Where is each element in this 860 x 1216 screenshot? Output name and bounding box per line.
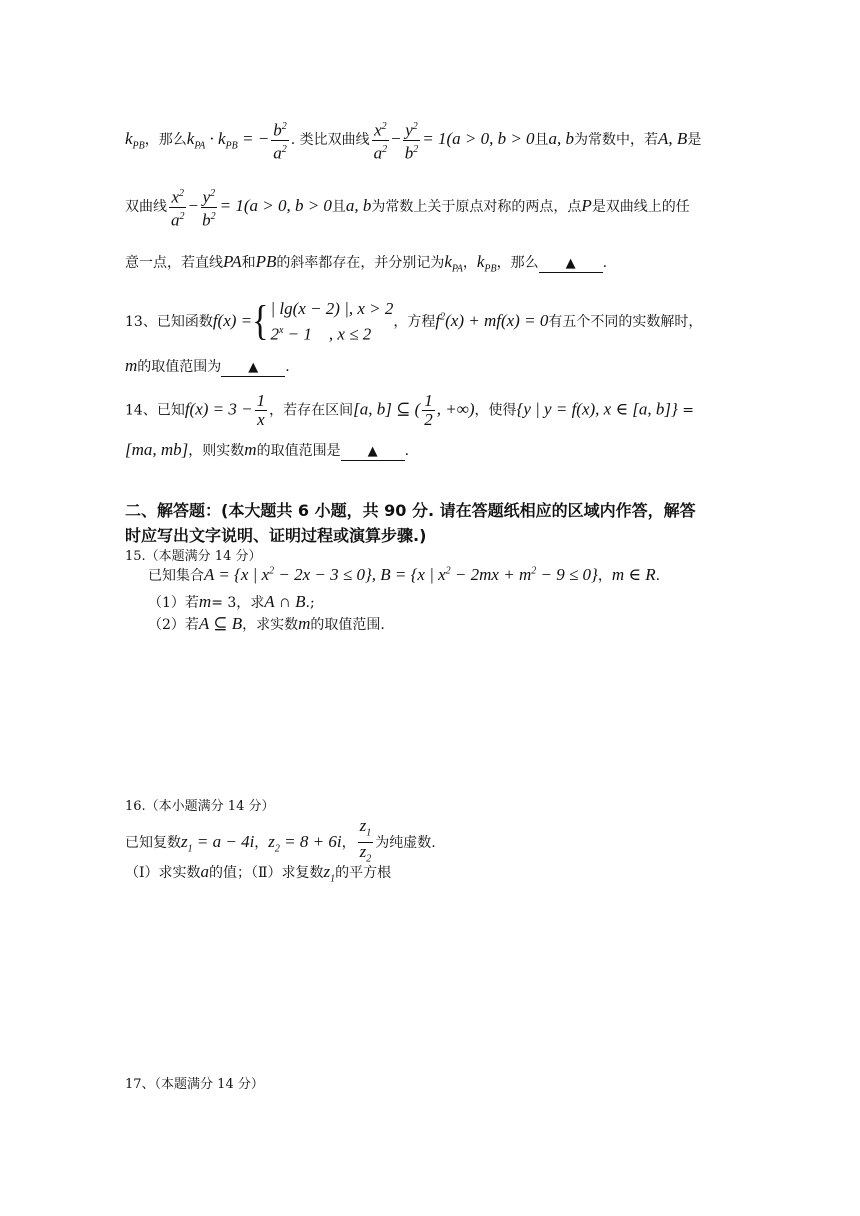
q14-line-2: [ma, mb]，则实数m的取值范围是 ▲ . [125, 440, 410, 459]
q16-text: ， [254, 834, 269, 851]
math-fx: f(x) = 3 − [184, 399, 253, 419]
q15-part-2: （2）若A ⊆ B，求实数m的取值范围. [148, 614, 385, 633]
q16-text: 为纯虚数. [375, 834, 436, 851]
q14-line-1: 14、已知f(x) = 3 − $\frac{1}{x}$ ，若存在区间[a, b] ⊆ ( $\frac{1}{2}$ , +∞)，使得{y | y = f(x), x ∈ [a, b]} = [125, 391, 695, 429]
q15-text: ， [597, 568, 612, 584]
math-frac-x2-a2: $\frac{x^2}{a^2}$ [372, 118, 390, 162]
math-cases: | lg(x − 2) |, x > 2 $2^x - 1$ , x ≤ 2 [270, 299, 394, 344]
math-frac-y2-b2: $\frac{y^2}{b^2}$ [200, 185, 218, 229]
math-kpa-kpb: $k_{PA} \cdot k_{PB}$ = − [186, 129, 270, 152]
q17-header: 17、（本题满分 14 分） [125, 1077, 264, 1092]
q15-text: .; [305, 595, 315, 611]
q16-statement: 已知复数$z_1 = a - 4i$，$z_2 = 8 + 6i$， $\frac{z_1}{z_2}$ 为纯虚数. [125, 817, 732, 869]
section-heading-line-1: 二、解答题：(本大题共 6 小题，共 90 分. 请在答题纸相应的区域内作答，解答 [125, 501, 696, 520]
math-interval: [a, b] ⊆ ( [353, 399, 421, 419]
q12-text: 是 [687, 132, 702, 149]
q16-text: 的值；（Ⅱ）求复数 [209, 865, 324, 881]
math-set-a: A = {x | $x^2 - 2x - 3 \le 0$}, B = {x | $x^2 - 2mx + m^2 - 9 \le 0$} [204, 565, 598, 584]
q12-text: 意一点，若直线 [125, 255, 223, 271]
math-frac-x2-a2: $\frac{x^2}{a^2}$ [169, 185, 187, 229]
q13-text: 13、已知函数 [125, 313, 213, 330]
math-k-pb: $k_{PB}$ [125, 129, 145, 152]
q12-text: 为常数中，若 [574, 132, 659, 149]
math-equation: $f^2(x) + mf(x) = 0$ [435, 310, 549, 330]
math-set: {y | y = f(x), x ∈ [a, b]} [516, 399, 678, 419]
q15-text: （2）若 [148, 617, 199, 633]
math-brace: { [252, 298, 269, 345]
q14-text: ，若存在区间 [269, 402, 354, 419]
q12-text: 双曲线 [125, 199, 167, 216]
q12-text: 的斜率都存在，并分别记为 [276, 255, 445, 271]
q12-text: ， [462, 255, 477, 271]
q12-text: 是双曲线上的任 [591, 199, 690, 216]
q12-text: . 类比双曲线 [290, 132, 370, 149]
q14-text: ，使得 [474, 402, 517, 419]
math-fx: f(x) = [212, 310, 253, 330]
section-heading [125, 498, 732, 548]
q16-text: 的平方根 [335, 865, 392, 881]
q12-text: 为常数上关于原点对称的两点，点 [371, 199, 582, 216]
math-condition: = 1(a > 0, b > 0 [219, 196, 332, 216]
q14-text: ，则实数 [188, 443, 245, 459]
q13-text: 的取值范围为 [137, 359, 222, 375]
q14-text: = [682, 402, 695, 419]
q12-text: . [602, 255, 608, 271]
answer-blank: ▲ [221, 360, 285, 377]
math-frac-z1-z2: $\frac{z_1}{z_2}$ [359, 816, 372, 865]
q16-text: 已知复数 [125, 834, 181, 851]
q12-line-2: 双曲线 $\frac{x^2}{a^2}$ − $\frac{y^2}{b^2}$ = 1(a > 0, b > 0且a, b为常数上关于原点对称的两点，点P是双曲线上的任 [125, 185, 732, 229]
math-frac-y2-b2: $\frac{y^2}{b^2}$ [403, 118, 421, 162]
answer-blank: ▲ [539, 256, 603, 273]
q12-text: ，那么 [496, 255, 539, 271]
q16-header: 16.（本小题满分 14 分） [125, 799, 275, 814]
q16-text: ， [341, 834, 356, 851]
math-condition: = 1(a > 0, b > 0 [422, 129, 535, 149]
section-heading-line-2: 时应写出文字说明、证明过程或演算步骤.) [125, 526, 427, 545]
q15-text: ，求实数 [242, 617, 299, 633]
q12-line-3: 意一点，若直线PA和PB的斜率都存在，并分别记为$k_{PA}$，$k_{PB}$，那么 ▲ . [125, 252, 608, 275]
q15-text: 已知集合 [148, 568, 204, 584]
q16-text: （Ⅰ）求实数 [125, 865, 201, 881]
q12-text: 且 [534, 132, 549, 149]
q15-statement: 已知集合A = {x | $x^2 - 2x - 3 \le 0$}, B = {x | $x^2 - 2mx + m^2 - 9 \le 0$}，m ∈ R. [148, 565, 661, 584]
q13-line-2: m的取值范围为 ▲ . [125, 356, 290, 375]
q12-text: 和 [241, 255, 256, 271]
q16-parts: （Ⅰ）求实数a的值；（Ⅱ）求复数$z_1$的平方根 [125, 862, 392, 885]
math-frac-1-x: $\frac{1}{x}$ [256, 391, 266, 429]
math-frac-1-2: $\frac{1}{2}$ [424, 391, 433, 429]
q14-text: . [404, 443, 410, 459]
q14-text: 14、已知 [125, 402, 185, 419]
math-frac-b2-a2: $\frac{b^2}{a^2}$ [271, 118, 289, 162]
q12-text: ，那么 [144, 132, 187, 149]
q15-part-1: （1）若m= 3，求A ∩ B.; [148, 592, 315, 611]
q13-text: 有五个不同的实数解时， [548, 313, 703, 330]
q15-text: （1）若 [148, 595, 199, 611]
q13-text: ，方程 [393, 313, 436, 330]
q12-line-1: $k_{PB}$，那么$k_{PA} \cdot k_{PB}$ = − $\frac{b^2}{a^2}$ . 类比双曲线 $\frac{x^2}{a^2}$ − $\frac{y^2}{b^2}$ = 1(a > 0, b > 0且a, b为常数中，若A, B是 [125, 118, 732, 162]
q13-line-1 [125, 298, 732, 346]
q13-text: . [285, 359, 290, 375]
q15-text: 的取值范围. [310, 617, 385, 633]
q14-text: 的取值范围是 [256, 443, 341, 459]
q15-header: 15.（本题满分 14 分） [125, 549, 262, 564]
q12-text: 且 [331, 199, 346, 216]
q15-text: = 3，求 [211, 595, 265, 611]
answer-blank: ▲ [341, 444, 405, 461]
